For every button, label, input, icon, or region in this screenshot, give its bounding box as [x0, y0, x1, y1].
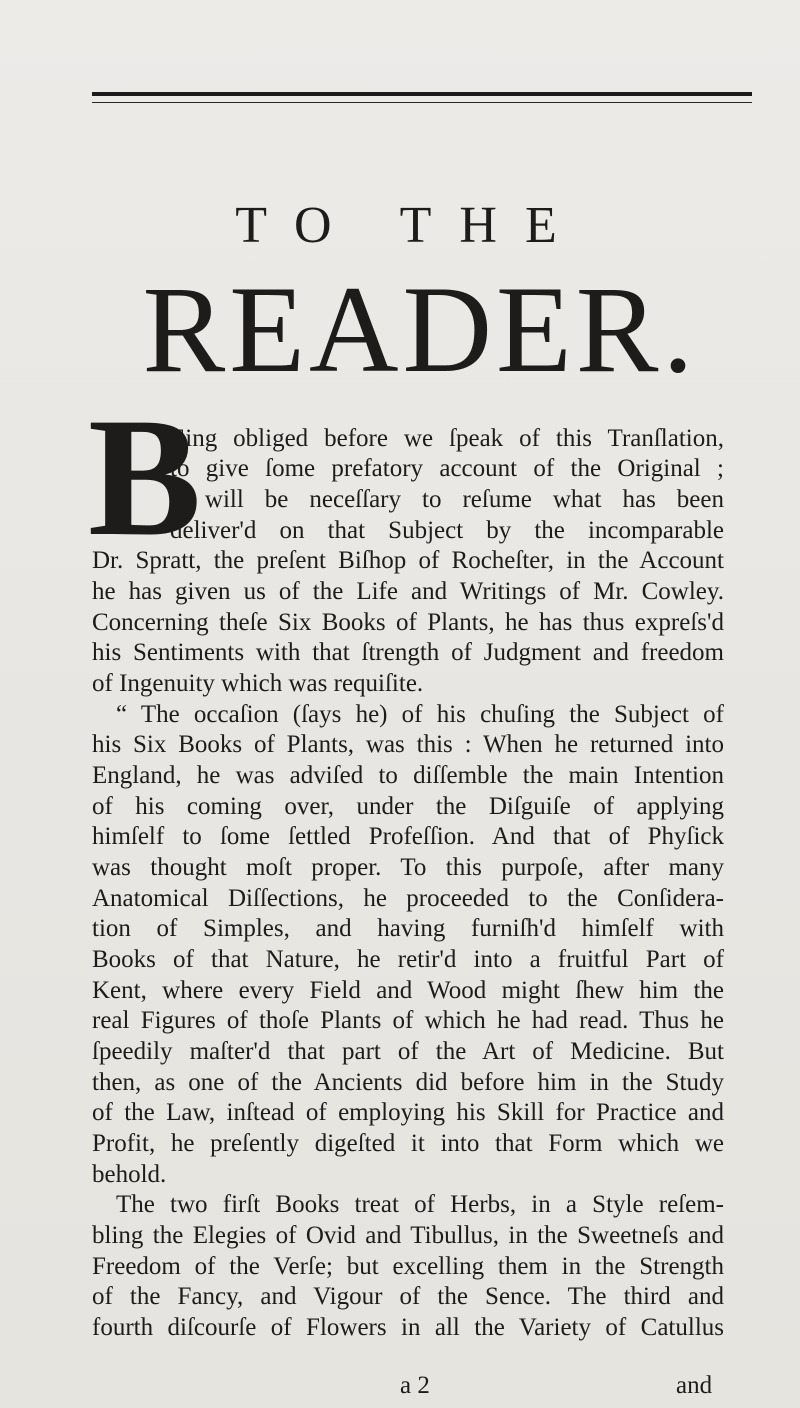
- text-line-5: Dr. Spratt, the preſent Biſhop of Rocheſter, in the Account: [92, 547, 724, 574]
- heading-line-1: TO THE: [235, 197, 585, 254]
- text-line-25: behold.: [92, 1161, 167, 1188]
- catchword: and: [676, 1372, 713, 1399]
- text-line-9: of Ingenuity which was requiſite.: [92, 670, 424, 697]
- text-line-18: Books of that Nature, he retir'd into a fruitful Part of: [92, 946, 724, 973]
- header-rule-thick: [92, 92, 752, 96]
- text-line-15: was thought moſt proper. To this purpoſe, after many: [92, 854, 724, 881]
- header-rule-thin: [92, 102, 752, 103]
- text-line-1: Eing obliged before we ſpeak of this Tranſlation,: [170, 425, 724, 452]
- text-line-20: real Figures of thoſe Plants of which he had read. Thus he: [92, 1007, 724, 1034]
- heading-line-2: READER.: [142, 261, 698, 398]
- text-line-7: Concerning theſe Six Books of Plants, he has thus expreſs'd: [92, 609, 724, 636]
- text-line-30: fourth diſcourſe of Flowers in all the Variety of Catullus: [92, 1314, 724, 1341]
- text-line-29: of the Fancy, and Vigour of the Sence. The third and: [92, 1283, 724, 1310]
- text-line-13: of his coming over, under the Diſguiſe of applying: [92, 793, 724, 820]
- text-line-8: his Sentiments with that ſtrength of Judgment and freedom: [92, 639, 724, 666]
- text-line-14: himſelf to ſome ſettled Profeſſion. And that of Phyſick: [92, 823, 724, 850]
- text-line-10: “ The occaſion (ſays he) of his chuſing the Subject of: [116, 701, 724, 728]
- text-line-28: Freedom of the Verſe; but excelling them in the Strength: [92, 1253, 724, 1280]
- text-line-4: deliver'd on that Subject by the incomparable: [170, 517, 724, 544]
- text-line-16: Anatomical Diſſections, he proceeded to the Conſidera-: [92, 885, 724, 912]
- text-line-23: of the Law, inſtead of employing his Skill for Practice and: [92, 1099, 724, 1126]
- text-line-24: Profit, he preſently digeſted it into that Form which we: [92, 1130, 724, 1157]
- text-line-26: The two firſt Books treat of Herbs, in a Style reſem-: [116, 1191, 724, 1218]
- signature-mark: a 2: [400, 1372, 430, 1399]
- text-line-3: it will be neceſſary to reſume what has been: [170, 486, 724, 513]
- text-line-6: he has given us of the Life and Writings of Mr. Cowley.: [92, 578, 724, 605]
- text-line-2: to give ſome prefatory account of the Original ;: [170, 455, 724, 482]
- text-line-19: Kent, where every Field and Wood might ſhew him the: [92, 977, 724, 1004]
- text-line-11: his Six Books of Plants, was this : When he returned into: [92, 731, 724, 758]
- text-line-12: England, he was adviſed to diſſemble the main Intention: [92, 762, 724, 789]
- text-line-17: tion of Simples, and having furniſh'd himſelf with: [92, 915, 724, 942]
- text-line-21: ſpeedily maſter'd that part of the Art of Medicine. But: [92, 1038, 724, 1065]
- text-line-22: then, as one of the Ancients did before him in the Study: [92, 1069, 724, 1096]
- text-line-27: bling the Elegies of Ovid and Tibullus, in the Sweetneſs and: [92, 1222, 724, 1249]
- drop-cap: B: [88, 383, 202, 571]
